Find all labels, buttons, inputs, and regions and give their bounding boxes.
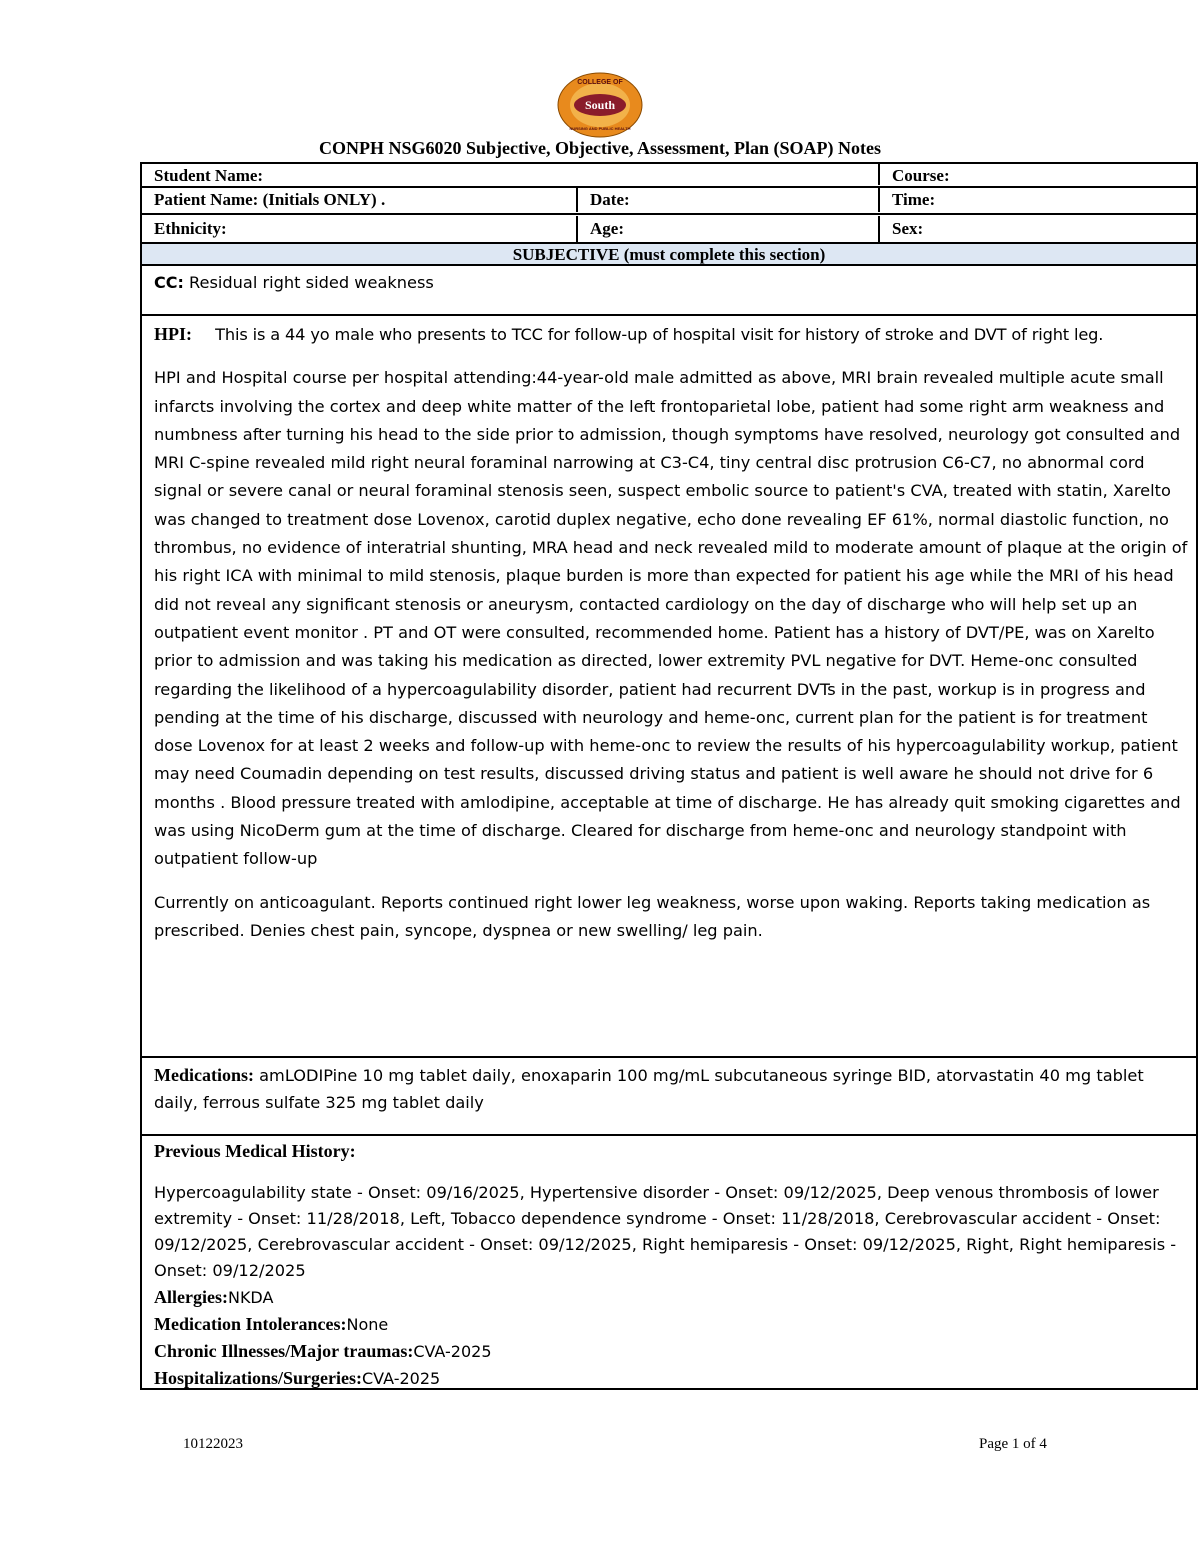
document-title: CONPH NSG6020 Subjective, Objective, Assessment, Plan (SOAP) Notes (319, 138, 881, 158)
ethnicity-label: Ethnicity: (154, 219, 227, 238)
intolerances-value: None (346, 1315, 389, 1334)
hospitalizations-value: CVA-2025 (362, 1369, 441, 1388)
hpi-current-text: Currently on anticoagulant. Reports continued right lower leg weakness, worse upon waking. Reports taking medication as prescribed. Denies chest pain, syncope, dyspnea or new swelling/ leg pain. (154, 892, 1151, 940)
college-logo (556, 72, 644, 138)
cc-text: Residual right sided weakness (188, 273, 434, 292)
header-row-1 (140, 162, 1198, 188)
patient-name-label: Patient Name: (Initials ONLY) . (154, 190, 386, 209)
date-label: Date: (576, 187, 878, 212)
hpi-section (140, 314, 1198, 1058)
student-name-label: Student Name: (154, 166, 264, 185)
hpi-intro-text: This is a 44 yo male who presents to TCC for follow-up of hospital visit for history of stroke and DVT of right leg. (215, 325, 1104, 344)
course-label: Course: (878, 163, 1196, 185)
header-row-3 (140, 215, 1198, 242)
subjective-header-text: SUBJECTIVE (must complete this section) (512, 245, 826, 264)
footer-code: 10122023 (183, 1436, 243, 1452)
cc-section (140, 266, 1198, 316)
medications-text: amLODIPine 10 mg tablet daily, enoxaparin 100 mg/mL subcutaneous syringe BID, atorvastatin 40 mg tablet daily, ferrous sulfate 325 mg tablet daily (154, 1066, 1144, 1112)
medications-section (140, 1056, 1198, 1136)
logo-top-text: COLLEGE OF (577, 79, 623, 86)
hpi-intro-line (154, 320, 1188, 349)
sex-label: Sex: (878, 216, 1196, 243)
logo-center-text: South (584, 98, 616, 112)
allergies-label: Allergies: (154, 1287, 228, 1307)
hpi-label: HPI: (154, 324, 192, 344)
cc-label: CC: (154, 273, 184, 292)
intolerances-label: Medication Intolerances: (154, 1314, 347, 1334)
chronic-label: Chronic Illnesses/Major traumas: (154, 1341, 414, 1361)
history-text: Hypercoagulability state - Onset: 09/16/2025, Hypertensive disorder - Onset: 09/12/2025, Deep venous thrombosis of lower extremity - Onset: 11/28/2018, Left, Tobacco dependence syndrome - Onset: 11/28/2018, Cerebrovascular accident - Onset: 09/12/2025, Cerebrovascular accident - Onset: 09/12/2025, Right hemiparesis - Onset: 09/12/2025, Right, Right hemiparesis - Onset: 09/12/2025 (154, 1183, 1177, 1280)
allergies-value: NKDA (227, 1288, 274, 1307)
header-row-2 (140, 188, 1198, 215)
medications-label: Medications: (154, 1065, 254, 1085)
footer-page-number: Page 1 of 4 (979, 1436, 1047, 1452)
time-label: Time: (878, 187, 1196, 212)
hpi-hospital-text: HPI and Hospital course per hospital attending:44-year-old male admitted as above, MRI brain revealed multiple acute small infarcts involving the cortex and deep white matter of the left frontoparietal lobe, patient had some right arm weakness and numbness after turning his head to the side prior to admission, though symptoms have resolved, neurology got consulted and MRI C-spine revealed mild right neural foraminal narrowing at C3-C4, tiny central disc protrusion C6-C7, no abnormal cord signal or severe canal or neural foraminal stenosis seen, suspect embolic source to patient's CVA, treated with statin, Xarelto was changed to treatment dose Lovenox, carotid duplex negative, echo done revealing EF 61%, normal diastolic function, no thrombus, no evidence of interatrial shunting, MRA head and neck revealed mild to moderate amount of plaque at the origin of his right ICA with minimal to mild stenosis, plaque burden is more than expected for patient his age while the MRI of his head did not reveal any significant stenosis or aneurysm, contacted cardiology on the day of discharge who will help set up an outpatient event monitor . PT and OT were consulted, recommended home. Patient has a history of DVT/PE, was on Xarelto prior to admission and was taking his medication as directed, lower extremity PVL negative for DVT. Heme-onc consulted regarding the likelihood of a hypercoagulability disorder, patient had recurrent DVTs in the past, workup is in progress and pending at the time of his discharge, discussed with neurology and heme-onc, current plan for the patient is for treatment dose Lovenox for at least 2 weeks and follow-up with heme-onc to review the results of his hypercoagulability workup, patient may need Coumadin depending on test results, discussed driving status and patient is well aware he should not drive for 6 months . Blood pressure treated with amlodipine, acceptable at time of discharge. He has already quit smoking cigarettes and was using NicoDerm gum at the time of discharge. Cleared for discharge from heme-onc and neurology standpoint with outpatient follow-up (154, 368, 1188, 869)
age-label: Age: (576, 216, 878, 243)
subjective-header (140, 242, 1198, 266)
hospitalizations-label: Hospitalizations/Surgeries: (154, 1368, 362, 1388)
chronic-value: CVA-2025 (413, 1342, 492, 1361)
history-label: Previous Medical History: (154, 1141, 356, 1161)
history-section (140, 1134, 1198, 1390)
logo-bottom-text: NURSING AND PUBLIC HEALTH (569, 126, 631, 131)
